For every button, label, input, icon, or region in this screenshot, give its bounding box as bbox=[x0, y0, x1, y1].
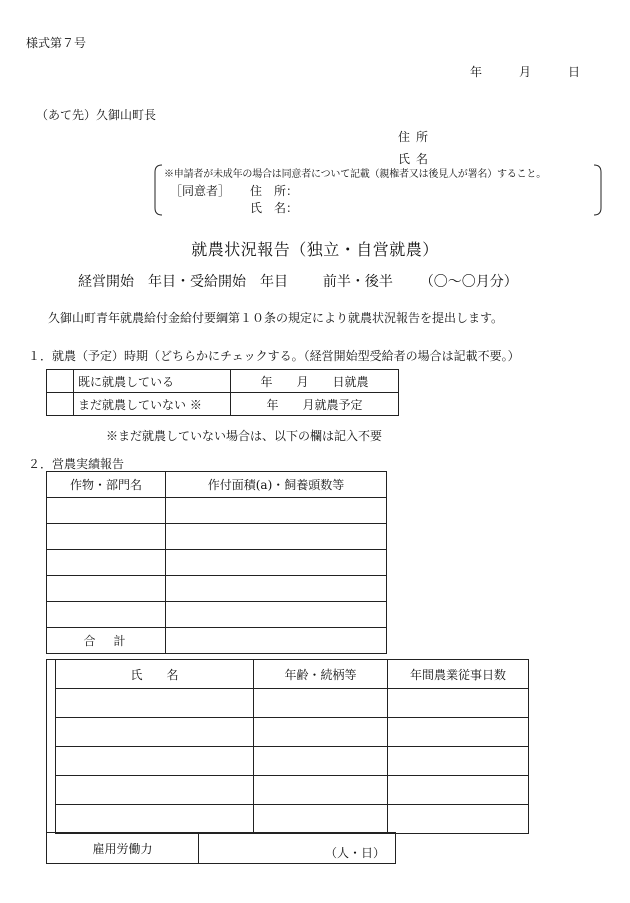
consent-address-field[interactable]: 住 所： bbox=[250, 184, 299, 198]
col-crop: 作物・部門名 bbox=[47, 472, 166, 498]
hired-labor-cell[interactable]: （人・日） bbox=[199, 833, 396, 864]
applicant-name-label[interactable]: 氏名 bbox=[398, 152, 435, 166]
check-box-not-yet[interactable] bbox=[47, 393, 74, 416]
option-not-yet-farming: まだ就農していない ※ bbox=[74, 393, 231, 416]
days-cell[interactable] bbox=[388, 689, 529, 718]
days-cell[interactable] bbox=[388, 747, 529, 776]
labor-table bbox=[55, 659, 529, 834]
table-header-row bbox=[56, 660, 529, 689]
option-already-farming: 既に就農している bbox=[74, 370, 231, 393]
subtitle-half: 前半・後半 bbox=[322, 274, 393, 290]
crop-cell[interactable] bbox=[47, 498, 166, 524]
hired-labor-table bbox=[46, 832, 396, 864]
name-cell[interactable] bbox=[56, 747, 254, 776]
col-age: 年齢・続柄等 bbox=[254, 660, 388, 689]
date-row bbox=[470, 63, 580, 80]
age-cell[interactable] bbox=[254, 718, 388, 747]
hired-labor-label: 雇用労働力 bbox=[47, 833, 199, 864]
crop-cell[interactable] bbox=[47, 524, 166, 550]
days-cell[interactable] bbox=[388, 805, 529, 834]
table-row bbox=[56, 805, 529, 834]
subtitle-period: （〇～〇月分） bbox=[419, 274, 518, 290]
date-day[interactable]: 日 bbox=[567, 65, 580, 79]
farming-start-table bbox=[46, 369, 399, 416]
date-month[interactable]: 月 bbox=[518, 65, 531, 79]
age-cell[interactable] bbox=[254, 747, 388, 776]
intro-statement: 久御山町青年就農給付金給付要綱第１０条の規定により就農状況報告を提出します。 bbox=[48, 311, 504, 325]
name-cell[interactable] bbox=[56, 718, 254, 747]
age-cell[interactable] bbox=[254, 689, 388, 718]
labor-table-spine bbox=[46, 659, 55, 833]
crop-cell[interactable] bbox=[47, 576, 166, 602]
farming-start-date[interactable]: 年 月 日就農 bbox=[231, 370, 399, 393]
total-row bbox=[47, 628, 387, 654]
area-cell[interactable] bbox=[166, 550, 387, 576]
table-row bbox=[47, 524, 387, 550]
area-cell[interactable] bbox=[166, 524, 387, 550]
form-number: 様式第７号 bbox=[26, 36, 87, 50]
crop-results-table bbox=[46, 471, 387, 654]
total-cell[interactable] bbox=[166, 628, 387, 654]
table-row bbox=[56, 776, 529, 805]
name-cell[interactable] bbox=[56, 805, 254, 834]
table-row bbox=[47, 602, 387, 628]
section1-heading: １．就農（予定）時期（どちらかにチェックする。（経営開始型受給者の場合は記載不要。） bbox=[28, 349, 520, 363]
table-row bbox=[47, 833, 396, 864]
table-row bbox=[47, 550, 387, 576]
date-year[interactable]: 年 bbox=[470, 65, 483, 79]
consent-name-field[interactable]: 氏 名： bbox=[250, 201, 299, 215]
area-cell[interactable] bbox=[166, 576, 387, 602]
col-days: 年間農業従事日数 bbox=[388, 660, 529, 689]
applicant-address-label[interactable]: 住所 bbox=[398, 130, 435, 144]
table-row bbox=[47, 498, 387, 524]
subtitle bbox=[78, 271, 518, 291]
addressee: （あて先）久御山町長 bbox=[36, 108, 157, 122]
consent-label: ［同意者］ bbox=[170, 184, 231, 198]
section2-heading: ２．営農実績報告 bbox=[28, 457, 125, 471]
table-row bbox=[56, 747, 529, 776]
section1-note: ※まだ就農していない場合は、以下の欄は記入不要 bbox=[106, 429, 383, 443]
page-title: 就農状況報告（独立・自営就農） bbox=[191, 240, 439, 259]
days-cell[interactable] bbox=[388, 718, 529, 747]
check-box-already[interactable] bbox=[47, 370, 74, 393]
area-cell[interactable] bbox=[166, 498, 387, 524]
table-header-row bbox=[47, 472, 387, 498]
planned-start-date[interactable]: 年 月就農予定 bbox=[231, 393, 399, 416]
crop-cell[interactable] bbox=[47, 550, 166, 576]
table-row bbox=[47, 393, 399, 416]
crop-cell[interactable] bbox=[47, 602, 166, 628]
total-label: 合 計 bbox=[47, 628, 166, 654]
table-row bbox=[56, 718, 529, 747]
name-cell[interactable] bbox=[56, 776, 254, 805]
name-cell[interactable] bbox=[56, 689, 254, 718]
col-name: 氏 名 bbox=[56, 660, 254, 689]
table-row bbox=[47, 370, 399, 393]
area-cell[interactable] bbox=[166, 602, 387, 628]
subtitle-management-year: 経営開始 年目・受給開始 年目 bbox=[78, 274, 288, 290]
guardian-note: ※申請者が未成年の場合は同意者について記載（親権者又は後見人が署名）すること。 bbox=[164, 169, 546, 180]
table-row bbox=[47, 576, 387, 602]
table-row bbox=[56, 689, 529, 718]
days-cell[interactable] bbox=[388, 776, 529, 805]
age-cell[interactable] bbox=[254, 805, 388, 834]
col-area: 作付面積(a)・飼養頭数等 bbox=[166, 472, 387, 498]
age-cell[interactable] bbox=[254, 776, 388, 805]
